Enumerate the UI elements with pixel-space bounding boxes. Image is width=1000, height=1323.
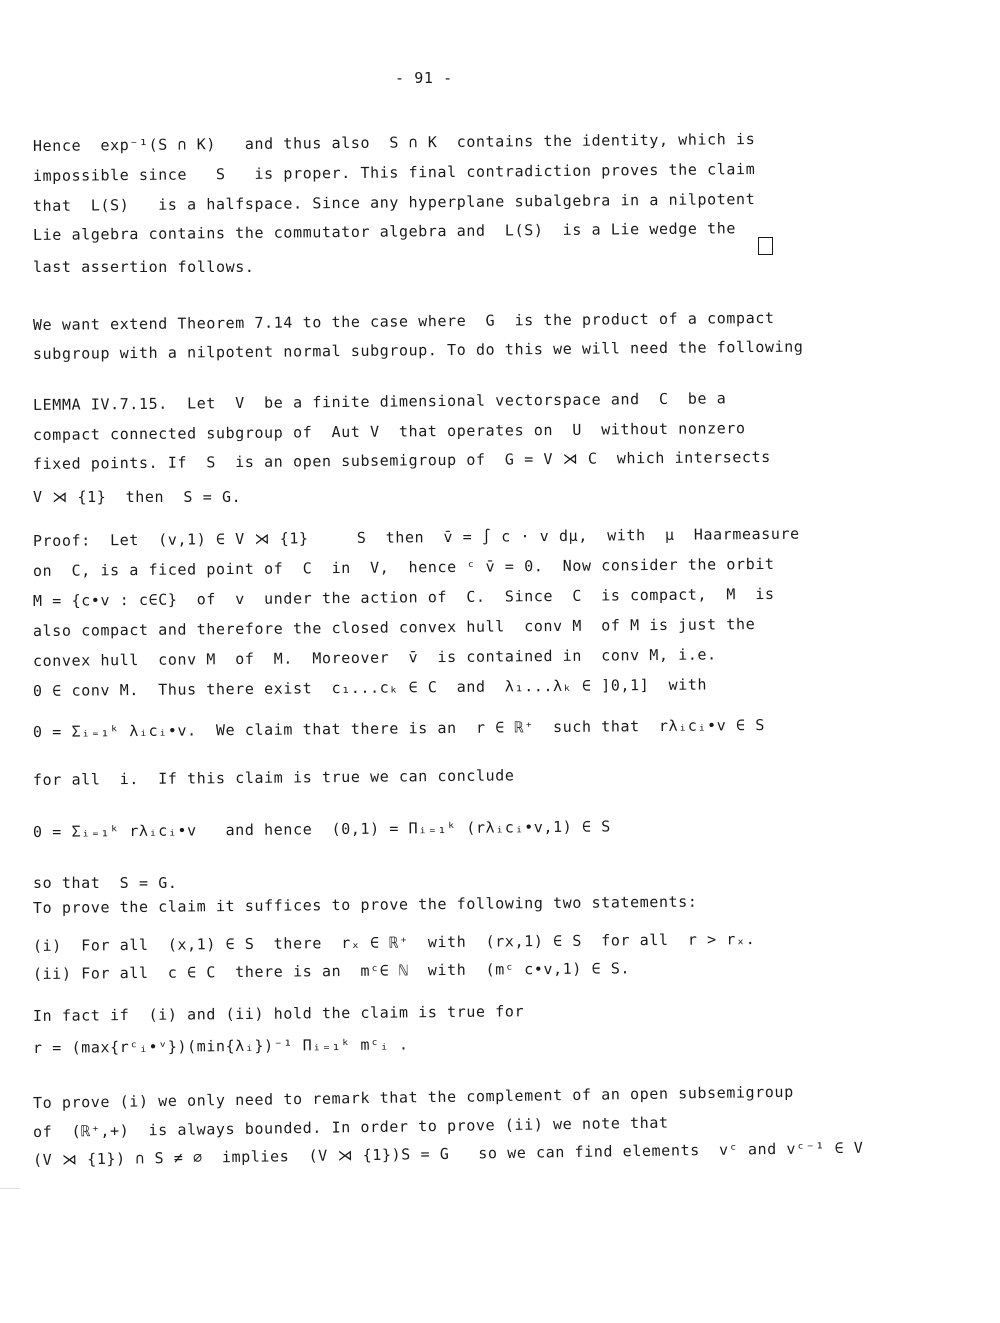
page-number: - 91 -	[395, 69, 453, 87]
proof-line-10: so that S = G.	[33, 874, 178, 892]
lemma-line-2: compact connected subgroup of Aut V that operates on U without nonzero	[32, 419, 746, 444]
proof-line-1: Proof: Let (v,1) ∈ V ⋊ {1} S then v̄ = ∫ c · v dμ, with μ Haarmeasure	[32, 524, 800, 550]
proof-line-2: on C, is a ficed point of C in V, hence ᶜ v̄ = 0. Now consider the orbit	[32, 554, 775, 580]
text-line-3: that L(S) is a halfspace. Since any hyperplane subalgebra in a nilpotent	[32, 190, 756, 215]
proof-line-17: of (ℝ⁺,+) is always bounded. In order to prove (ii) we note that	[32, 1113, 669, 1141]
proof-line-16: To prove (i) we only need to remark that the complement of an open subsemigroup	[32, 1082, 794, 1112]
qed-square	[758, 237, 773, 255]
lemma-line-3: fixed points. If S is an open subsemigroup of G = V ⋊ C which intersects	[32, 447, 771, 473]
proof-line-11: To prove the claim it suffices to prove the following two statements:	[32, 892, 698, 917]
lemma-line-4: V ⋊ {1} then S = G.	[33, 488, 242, 506]
lemma-line-1: LEMMA IV.7.15. Let V be a finite dimensional vectorspace and C be a	[32, 389, 727, 414]
proof-line-18: (V ⋊ {1}) ∩ S ≠ ∅ implies (V ⋊ {1})S = G so we can find elements vᶜ and vᶜ⁻¹ ∈ V	[32, 1138, 864, 1169]
text-line-4: Lie algebra contains the commutator algebra and L(S) is a Lie wedge the	[32, 219, 737, 244]
proof-line-4: also compact and therefore the closed convex hull conv M of M is just the	[32, 615, 756, 640]
proof-line-15: r = (max{rᶜᵢ•ᵛ})(min{λᵢ})⁻¹ Πᵢ₌₁ᵏ mᶜᵢ .	[32, 1035, 409, 1057]
proof-line-3: M = {c•v : c∈C} of v under the action of C. Since C is compact, M is	[32, 584, 775, 610]
scan-artifact	[0, 1188, 20, 1189]
proof-line-13: (ii) For all c ∈ C there is an mᶜ∈ ℕ with (mᶜ c•v,1) ∈ S.	[32, 959, 631, 983]
proof-line-7: 0 = Σᵢ₌₁ᵏ λᵢcᵢ•v. We claim that there is an r ∈ ℝ⁺ such that rλᵢcᵢ•v ∈ S	[32, 715, 765, 741]
proof-line-8: for all i. If this claim is true we can conclude	[32, 766, 515, 789]
proof-line-12: (i) For all (x,1) ∈ S there rₓ ∈ ℝ⁺ with (rx,1) ∈ S for all r > rₓ.	[32, 930, 756, 955]
proof-line-6: 0 ∈ conv M. Thus there exist c₁...cₖ ∈ C and λ₁...λₖ ∈ ]0,1] with	[32, 675, 708, 700]
proof-line-9: 0 = Σᵢ₌₁ᵏ rλᵢcᵢ•v and hence (0,1) = Πᵢ₌₁ᵏ (rλᵢcᵢ•v,1) ∈ S	[32, 817, 611, 841]
text-line-1: Hence exp⁻¹(S ∩ K) and thus also S ∩ K contains the identity, which is	[32, 130, 756, 155]
text-line-2: impossible since S is proper. This final contradiction proves the claim	[32, 160, 756, 185]
proof-line-14: In fact if (i) and (ii) hold the claim is true for	[32, 1002, 525, 1025]
text-line-7: subgroup with a nilpotent normal subgroup. To do this we will need the following	[32, 337, 804, 363]
proof-line-5: convex hull conv M of M. Moreover v̄ is contained in conv M, i.e.	[32, 645, 717, 670]
text-line-5: last assertion follows.	[33, 258, 255, 276]
text-line-6: We want extend Theorem 7.14 to the case where G is the product of a compact	[32, 308, 775, 334]
